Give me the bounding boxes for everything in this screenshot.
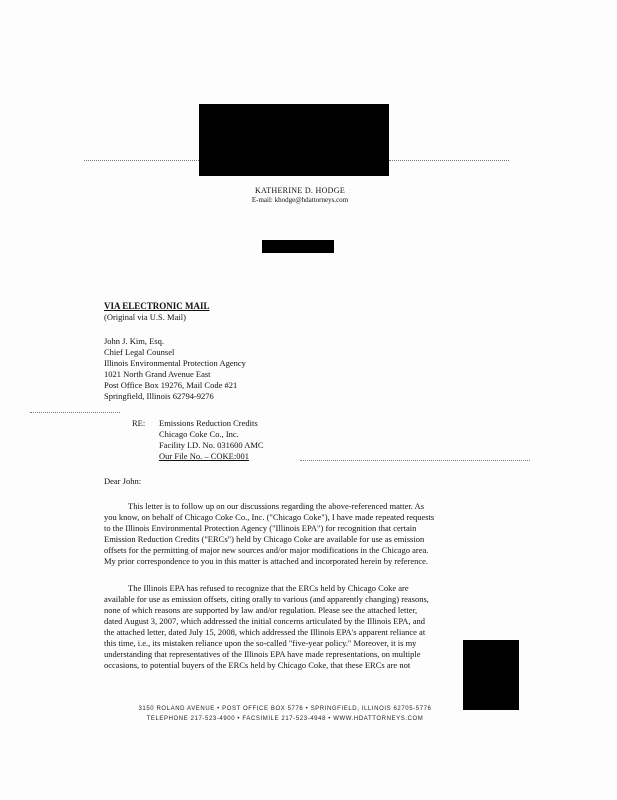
attorney-email: E-mail: khodge@hdattorneys.com [251, 196, 349, 204]
re-line: Emissions Reduction Credits [159, 418, 258, 428]
delivery-method: VIA ELECTRONIC MAIL [104, 301, 210, 311]
recipient-line: Illinois Environmental Protection Agency [104, 358, 246, 368]
redaction-date-block [262, 240, 334, 253]
body-line: This letter is to follow up on our discussions regarding the above-referenced matter. As [128, 501, 425, 511]
body-line: to the Illinois Environmental Protection Agency ("Illinois EPA") for recognition that certain [104, 523, 417, 533]
recipient-line: Springfield, Illinois 62794-9276 [104, 391, 214, 401]
body-line: none of which reasons are supported by law and/or regulation. Please see the attached letter, [104, 605, 418, 615]
footer-address: 3150 ROLAND AVENUE • POST OFFICE BOX 5776 • SPRINGFIELD, ILLINOIS 62705-5776 [138, 706, 432, 712]
body-line: the attached letter, dated July 15, 2008, which addressed the Illinois EPA's apparent reliance at [104, 627, 426, 637]
scan-artifact-line [84, 160, 199, 161]
body-line: offsets for the permitting of major new sources and/or major modifications in the Chicago area. [104, 545, 429, 555]
re-label: RE: [132, 418, 146, 428]
re-line: Chicago Coke Co., Inc. [159, 429, 239, 439]
body-line: available for use as emission offsets, citing orally to various (and apparently changing) reasons, [104, 594, 429, 604]
re-subject [159, 418, 264, 462]
attorney-name: KATHERINE D. HODGE [254, 186, 346, 195]
scan-artifact-line [300, 460, 530, 461]
body-line: you know, on behalf of Chicago Coke Co., Inc. ("Chicago Coke"), I have made repeated requests [104, 512, 435, 522]
body-line: The Illinois EPA has refused to recognize that the ERCs held by Chicago Coke are [128, 583, 409, 593]
recipient-line: Chief Legal Counsel [104, 347, 175, 357]
scan-artifact-line [389, 160, 509, 161]
re-line: Facility I.D. No. 031600 AMC [159, 440, 264, 450]
redaction-letterhead-block [199, 104, 389, 176]
recipient-address [104, 336, 246, 402]
recipient-line: John J. Kim, Esq. [104, 336, 164, 346]
recipient-line: 1021 North Grand Avenue East [104, 369, 211, 379]
salutation: Dear John: [104, 476, 142, 486]
body-line: understanding that representatives of the Illinois EPA have made representations, on multiple [104, 649, 421, 659]
body-paragraph-1 [104, 501, 476, 567]
body-line: My prior correspondence to you in this matter is attached and incorporated herein by reference. [104, 556, 429, 566]
recipient-line: Post Office Box 19276, Mail Code #21 [104, 380, 238, 390]
body-paragraph-2 [104, 583, 476, 671]
body-line: occasions, to potential buyers of the ERCs held by Chicago Coke, that these ERCs are not [104, 660, 411, 670]
body-line: this time, i.e., its mistaken reliance upon the so-called "five-year policy." Moreover, it is my [104, 638, 417, 648]
re-file-number: Our File No. – COKE:001 [159, 451, 249, 461]
delivery-note: (Original via U.S. Mail) [104, 312, 186, 322]
footer-contact: TELEPHONE 217-523-4900 • FACSIMILE 217-523-4948 • WWW.HDATTORNEYS.COM [146, 716, 424, 722]
body-line: dated August 3, 2007, which addressed the initial concerns articulated by the Illinois EPA, and [104, 616, 425, 626]
body-line: Emission Reduction Credits ("ERCs") held by Chicago Coke are available for use as emission [104, 534, 425, 544]
scan-artifact-line [30, 412, 120, 413]
